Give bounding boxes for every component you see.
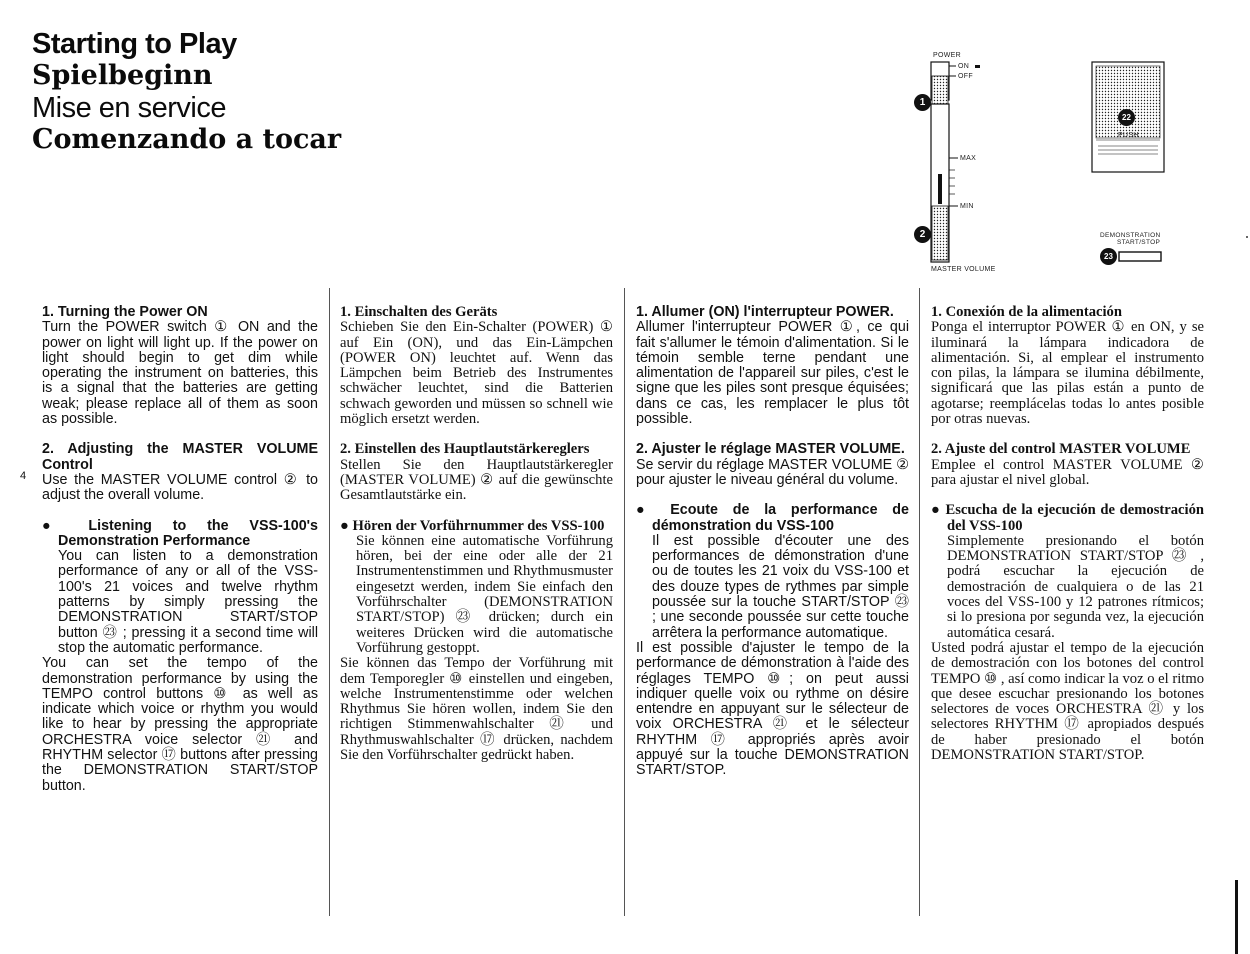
french-column <box>636 305 909 779</box>
paragraph: Il est possible d'écouter une des performances de démonstration d'une ou de toutes les 21 voix du VSS-100 et des douze types de rythmes par simple poussée sur la touche START/STOP ㉓ ; une seconde poussée sur cette touche arrêtera la performance automatique. <box>652 532 909 641</box>
bullet-heading: ● Escucha de la ejecución de demostración del VSS-100 <box>931 502 1204 534</box>
column-divider <box>919 288 920 916</box>
control-panel-diagram <box>900 48 1230 288</box>
demonstration-button <box>1119 252 1161 261</box>
paragraph: You can set the tempo of the demonstration performance by using the TEMPO control buttons ⑩ as well as indicate which voice or rhythm you would like to hear by pressing the appropriate ORCHESTRA voice selector ㉑ and RHYTHM selector ⑰ buttons after pressing the DEMONSTRATION START/STOP button. <box>42 655 318 794</box>
paragraph: Sie können das Tempo der Vorführung mit dem Temporegler ⑩ einstellen und eingeben, welche Instrumentenstimme oder welchen Rhythmus Sie hören wollen, indem Sie den richtigen Stimmenwahlschalter ㉑ und Rhythmuswahlschalter ⑰ drücken, nachdem Sie den Vorführschalter gedrückt haben. <box>340 655 613 764</box>
paragraph: Stellen Sie den Hauptlautstärkeregler (MASTER VOLUME) ② auf die gewünschte Gesamtlautstärke ein. <box>340 456 613 504</box>
paragraph: Simplemente presionando el botón DEMONSTRATION START/STOP ㉓ , podrá escuchar la ejecución de demostración de cualquiera o de las 21 voces del VSS-100 y 12 patrones rítmicos; si lo presiona por segunda vez, la ejecución automática cesará. <box>947 532 1204 641</box>
column-divider <box>624 288 625 916</box>
off-label: OFF <box>958 73 973 80</box>
push-label: PUSH <box>1118 132 1139 139</box>
volume-number-badge: 2 <box>914 226 931 243</box>
on-label: ON <box>958 63 970 70</box>
master-volume-label: MASTER VOLUME <box>931 266 996 273</box>
section-heading: 2. Ajuster le réglage MASTER VOLUME. <box>636 441 905 458</box>
title-spanish: Comenzando a tocar <box>32 124 342 155</box>
paragraph: Il est possible d'ajuster le tempo de la performance de démonstration à l'aide des réglages TEMPO ⑩; on peut aussi indiquer quelle voix ou rythme on désire entendre en appuyant sur le sélecteur de voix ORCHESTRA ㉑ et le sélecteur RHYTHM ⑰ appropriés après avoir appuyé sur la touche DEMONSTRATION START/STOP. <box>636 639 909 779</box>
max-label: MAX <box>960 155 977 162</box>
bullet-heading: ● Ecoute de la performance de démonstration du VSS-100 <box>636 502 909 534</box>
paragraph: Schieben Sie den Ein-Schalter (POWER) ① auf Ein (ON), und das Ein-Lämpchen (POWER ON) leuchtet auf. Wenn das Lämpchen beim Betrieb des Instrumentes schwächer leuchtet, sind die Batterien schwach geworden und müssen so schnell wie möglich ersetzt werden. <box>340 319 613 428</box>
section-heading: 2. Adjusting the MASTER VOLUME Control <box>42 441 318 473</box>
paragraph: Se servir du réglage MASTER VOLUME ② pour ajuster le niveau général du volume. <box>636 456 909 488</box>
title-german: Spielbeginn <box>32 60 213 91</box>
demonstration-number-badge: 23 <box>1100 248 1117 265</box>
section-heading: 1. Conexión de la alimentación <box>931 304 1122 320</box>
paragraph: Use the MASTER VOLUME control ② to adjust the overall volume. <box>42 471 318 504</box>
section-heading: 1. Einschalten des Geräts <box>340 304 498 320</box>
page-number: 4 <box>20 470 27 482</box>
paragraph: Usted podrá ajustar el tempo de la ejecución de demostración con los botones del control TEMPO ⑩ , así como indicar la voz o el ritmo que desee escuchar presionando los botones selectores de voces ORCHESTRA ㉑ y los selectores RHYTHM ⑰ apropiados después de haber presionado el botón DEMONSTRATION START/STOP. <box>931 639 1204 764</box>
title-english: Starting to Play <box>32 28 237 60</box>
column-divider <box>329 288 330 916</box>
paragraph: Turn the POWER switch ① ON and the power on light will light up. If the power on light should begin to get dim while operating the instrument on batteries, this is a signal that the batteries are getting weak; please replace all of them as soon as possible. <box>42 319 318 428</box>
section-heading: 2. Einstellen des Hauptlautstärkereglers <box>340 441 590 458</box>
control-panel-illustration <box>900 48 1230 288</box>
german-column <box>340 305 613 763</box>
paragraph: Allumer l'interrupteur POWER ①, ce qui fait s'allumer le témoin d'alimentation. Si le témoin semble terne pendant une alimentation de l'appareil sur piles, c'est le signe que les piles sont presque équisées; dans ce cas, les remplacer le plus tôt possible. <box>636 319 909 428</box>
english-column <box>42 305 318 794</box>
bullet-heading: ● Hören der Vorführnummer des VSS-100 <box>340 517 605 534</box>
push-number-badge: 22 <box>1118 109 1135 126</box>
page-edge-mark <box>1235 880 1238 954</box>
title-french: Mise en service <box>32 92 226 124</box>
paragraph: Emplee el control MASTER VOLUME ② para ajustar el nivel global. <box>931 456 1204 488</box>
paragraph: Sie können eine automatische Vorführung hören, bei der eine oder alle der 21 Instrumentenstimmen und Rhythmusmuster eingesetzt werden, indem Sie einfach den Vorführschalter (DEMONSTRATION START/STOP) ㉓ drücken; durch ein weiteres Drücken wird die automatische Vorführung gestoppt. <box>356 532 613 656</box>
demonstration-label: DEMONSTRATION <box>1100 232 1161 239</box>
power-label: POWER <box>933 52 961 59</box>
paragraph: Ponga el interruptor POWER ① en ON, y se iluminará la lámpara indicadora de alimentación. Si, al emplear el instrumento con pilas, la lámpara se ilumina débilmente, significará que las pilas están a punto de agotarse; reemplácelas todas lo antes posible por otras nuevas. <box>931 319 1204 428</box>
power-number-badge: 1 <box>914 94 931 111</box>
section-heading: 1. Allumer (ON) l'interrupteur POWER. <box>636 304 894 320</box>
paragraph: You can listen to a demonstration performance of any or all of the VSS-100's 21 voices and twelve rhythm patterns by simply pressing the DEMONSTRATION START/STOP button ㉓ ; pressing it a second time will stop the automatic performance. <box>58 548 318 656</box>
bullet-heading: ● Listening to the VSS-100's Demonstration Performance <box>42 517 318 549</box>
spanish-column <box>931 305 1204 763</box>
page-titles <box>32 28 341 156</box>
section-heading: 1. Turning the Power ON <box>42 304 208 320</box>
scan-speck <box>1246 236 1248 238</box>
section-heading: 2. Ajuste del control MASTER VOLUME <box>931 441 1191 458</box>
start-stop-label: START/STOP <box>1117 239 1161 246</box>
min-label: MIN <box>960 203 974 210</box>
